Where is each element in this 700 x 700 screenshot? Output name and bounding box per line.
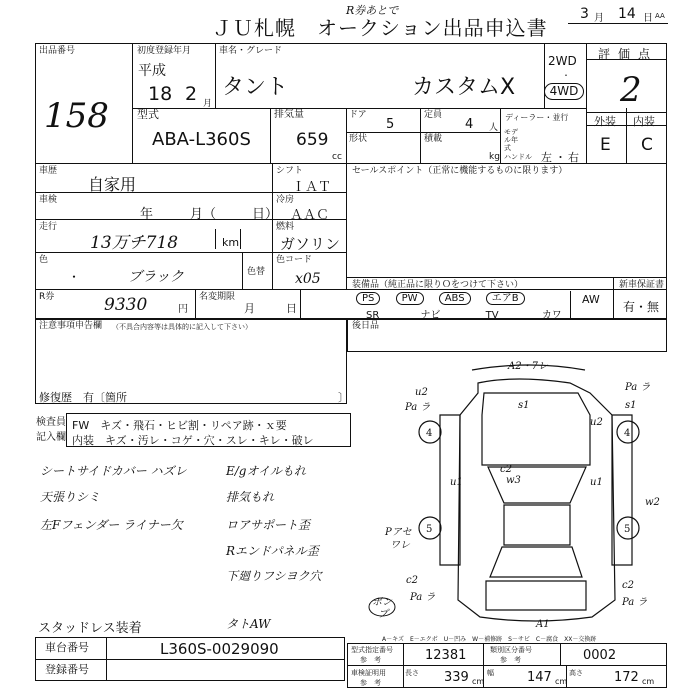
diagram-legend: A－キズ E－エクボ U－凹み W－補修跡 S－サビ C－腐食 XX－交換跡: [382, 636, 597, 643]
first-reg-year: 18: [148, 83, 173, 105]
svg-text:u2: u2: [590, 417, 603, 428]
width-unit: cm: [555, 677, 568, 686]
shift-label: シフト: [276, 166, 304, 176]
svg-text:Pa ラ: Pa ラ: [410, 592, 436, 603]
car-name: タント: [222, 75, 289, 100]
date-day: 14: [618, 6, 636, 22]
length-label: 長さ: [405, 669, 419, 677]
class-value: 0002: [583, 648, 617, 663]
car-diagram: [360, 355, 670, 630]
chassis-label: 車台番号: [45, 641, 89, 654]
eval-int-label: 内装: [633, 115, 655, 128]
mileage-label: 走行: [39, 222, 58, 232]
first-reg-label: 初度登録年月: [137, 46, 192, 56]
handle-label: ハンドル: [504, 153, 532, 161]
svg-text:Pa ラ: Pa ラ: [625, 382, 651, 393]
model-label: 型式: [137, 108, 159, 121]
equip-ps: PS: [356, 292, 380, 305]
svg-text:ボン: ボン: [372, 597, 392, 608]
height-value: 172: [614, 670, 639, 685]
equip-pw: PW: [396, 292, 424, 305]
svg-text:ワレ: ワレ: [390, 540, 410, 551]
repair-history-end: 〕: [338, 391, 349, 404]
eval-ext-value: E: [600, 135, 611, 155]
equipment-row1: [356, 292, 525, 305]
inspection-year: 年: [140, 207, 154, 222]
class-label: 類別区分番号: [490, 646, 532, 654]
equip-leather: カワ: [541, 310, 562, 321]
sales-point-label: セールスポイント（正常に機能するものに限ります）: [352, 166, 568, 176]
equip-airbag: エアB: [486, 292, 525, 305]
color-code-label: 色コード: [276, 255, 313, 265]
mileage-value: 13万チ718: [90, 233, 179, 253]
type-value: 12381: [425, 648, 467, 663]
equip-navi: ナビ: [420, 310, 441, 321]
color-label: 色: [39, 255, 49, 265]
notes-label: 注意事項申告欄: [39, 321, 103, 331]
svg-text:A1: A1: [536, 619, 550, 630]
inspection-day: 日）: [252, 207, 279, 222]
drive-2wd: 2WD: [548, 54, 577, 68]
width-value: 147: [527, 670, 552, 685]
remark-6: ロアサポート歪: [226, 518, 311, 532]
remark-2: 天張りシミ: [40, 490, 101, 504]
model-year-label: モデル年式: [504, 128, 518, 152]
capacity-label: 定員: [424, 110, 443, 120]
eval-ext-label: 外装: [594, 115, 616, 128]
shift-value: ＩＡＴ: [292, 180, 332, 195]
lot-number: 158: [44, 96, 109, 136]
svg-text:u1: u1: [450, 477, 463, 488]
displacement-label: 排気量: [274, 109, 304, 120]
color-change-label: 色替: [247, 267, 266, 277]
date-aa-label: AA: [655, 12, 665, 20]
history-value: 自家用: [88, 175, 137, 194]
chassis-value: L360S-0029090: [160, 640, 279, 658]
svg-text:4: 4: [426, 428, 433, 439]
doors-label: ドア: [349, 110, 367, 120]
remark-8: 下廻りフシヨク穴: [226, 569, 322, 583]
warranty-value: 有・無: [623, 300, 660, 314]
repair-history: 修復歴 有〔箇所: [39, 391, 127, 404]
page-title: ＪＵ札幌 オークション出品申込書: [212, 16, 548, 40]
equipment-label: 装備品（純正品に限りＯをつけて下さい）: [352, 280, 524, 290]
remark-4: E/gオイルもれ: [226, 464, 306, 478]
date-month: 3: [580, 6, 589, 22]
width-label: 幅: [487, 669, 494, 677]
inspection-label: 車検: [39, 195, 58, 205]
type-sub: 参 考: [360, 656, 381, 664]
svg-text:c2: c2: [622, 580, 634, 591]
cert-label: 車検証明用: [351, 669, 386, 677]
capacity-unit: 人: [489, 123, 499, 133]
svg-text:5: 5: [426, 524, 433, 535]
svg-text:w2: w2: [645, 497, 660, 508]
first-reg-era: 平成: [138, 63, 166, 79]
svg-text:5: 5: [624, 524, 631, 535]
svg-text:Pa ラ: Pa ラ: [405, 402, 431, 413]
load-unit: kg: [489, 152, 500, 162]
handle-right: 右: [568, 151, 579, 164]
fuel-value: ガソリン: [280, 235, 341, 253]
displacement-value: 659: [296, 130, 329, 150]
first-reg-month: 2: [185, 83, 198, 105]
svg-text:c2: c2: [406, 575, 418, 586]
first-reg-month-unit: 月: [203, 99, 213, 109]
diag-note-a27: A2・7レ: [508, 361, 548, 372]
svg-text:4: 4: [624, 428, 631, 439]
date-day-label: 日: [643, 13, 653, 24]
checklist-row2: 内装 キズ・汚レ・コゲ・穴・スレ・キレ・破レ: [72, 434, 314, 447]
equip-abs: ABS: [439, 292, 471, 305]
type-label: 型式指定番号: [351, 646, 393, 654]
load-label: 積載: [424, 134, 443, 144]
eval-label: 評価点: [598, 47, 659, 61]
svg-text:Pアセ: Pアセ: [385, 527, 412, 538]
model-value: ABA-L360S: [152, 129, 251, 150]
studless-label: スタッドレス装着: [38, 621, 142, 636]
handle-left: 左: [541, 151, 552, 164]
checklist-row1: FW キズ・飛石・ヒビ割・リペア跡・ｘ要: [72, 419, 287, 432]
displacement-unit: cc: [332, 152, 342, 162]
drive-4wd: 4WD: [549, 84, 579, 98]
remark-3: 左Fフェンダー ライナー欠: [40, 518, 183, 532]
checklist-row2-label: 記入欄: [36, 432, 66, 443]
inspection-month: 月（: [190, 207, 217, 222]
post-date-label: 後日品: [352, 321, 380, 331]
height-unit: cm: [642, 677, 655, 686]
recycle-label: R券: [39, 292, 55, 302]
capacity-value: 4: [465, 117, 474, 132]
studless-value: タトAW: [226, 617, 271, 631]
car-grade: カスタムX: [412, 75, 516, 100]
equip-sr: SR: [366, 310, 380, 321]
transfer-label: 名変期限: [199, 292, 236, 302]
svg-text:s1: s1: [625, 400, 637, 411]
svg-text:Pa ラ: Pa ラ: [622, 597, 648, 608]
handnote-top: R券あとで: [346, 4, 399, 17]
date-month-label: 月: [594, 13, 604, 24]
color-code-value: x05: [295, 271, 321, 287]
color-value: ブラック: [128, 269, 184, 285]
dealer-label: ディーラー・並行: [505, 113, 569, 122]
doors-value: 5: [386, 117, 395, 132]
svg-text:u2: u2: [415, 387, 428, 398]
eval-score: 2: [620, 70, 642, 110]
remark-1: シートサイドカバー ハズレ: [40, 464, 187, 478]
svg-text:w3: w3: [506, 475, 521, 486]
history-label: 車歴: [39, 166, 58, 176]
transfer-month: 月: [244, 302, 255, 315]
equip-aw: AW: [582, 293, 600, 306]
height-label: 高さ: [569, 669, 583, 677]
notes-sub: （不具合内容等は具体的に記入して下さい）: [112, 323, 252, 331]
length-unit: cm: [472, 677, 485, 686]
eval-int-value: C: [641, 135, 653, 155]
recycle-unit: 円: [178, 304, 188, 315]
mileage-unit: km: [222, 236, 240, 249]
car-name-label: 車名・グレード: [219, 46, 283, 56]
registration-label: 登録番号: [45, 663, 89, 676]
transfer-day: 日: [286, 302, 297, 315]
aircon-label: 冷房: [276, 195, 295, 205]
length-value: 339: [444, 670, 469, 685]
recycle-value: 9330: [104, 295, 148, 315]
equip-tv: TV: [485, 310, 499, 321]
svg-text:u1: u1: [590, 477, 603, 488]
remark-5: 排気もれ: [226, 490, 275, 504]
svg-text:s1: s1: [518, 400, 530, 411]
remark-7: Rエンドパネル歪: [226, 544, 319, 558]
shape-label: 形状: [349, 134, 368, 144]
svg-text:プ: プ: [378, 609, 388, 620]
lot-label: 出品番号: [39, 46, 76, 56]
svg-text:c2: c2: [500, 464, 512, 475]
warranty-label: 新車保証書: [619, 280, 665, 290]
aircon-value: ＡＡＣ: [290, 208, 330, 223]
drive-4wd-selected: [544, 83, 584, 100]
fuel-label: 燃料: [276, 222, 295, 232]
cert-sub: 参 考: [360, 679, 381, 687]
class-sub: 参 考: [500, 656, 521, 664]
checklist-row1-label: 検査員: [36, 417, 66, 428]
